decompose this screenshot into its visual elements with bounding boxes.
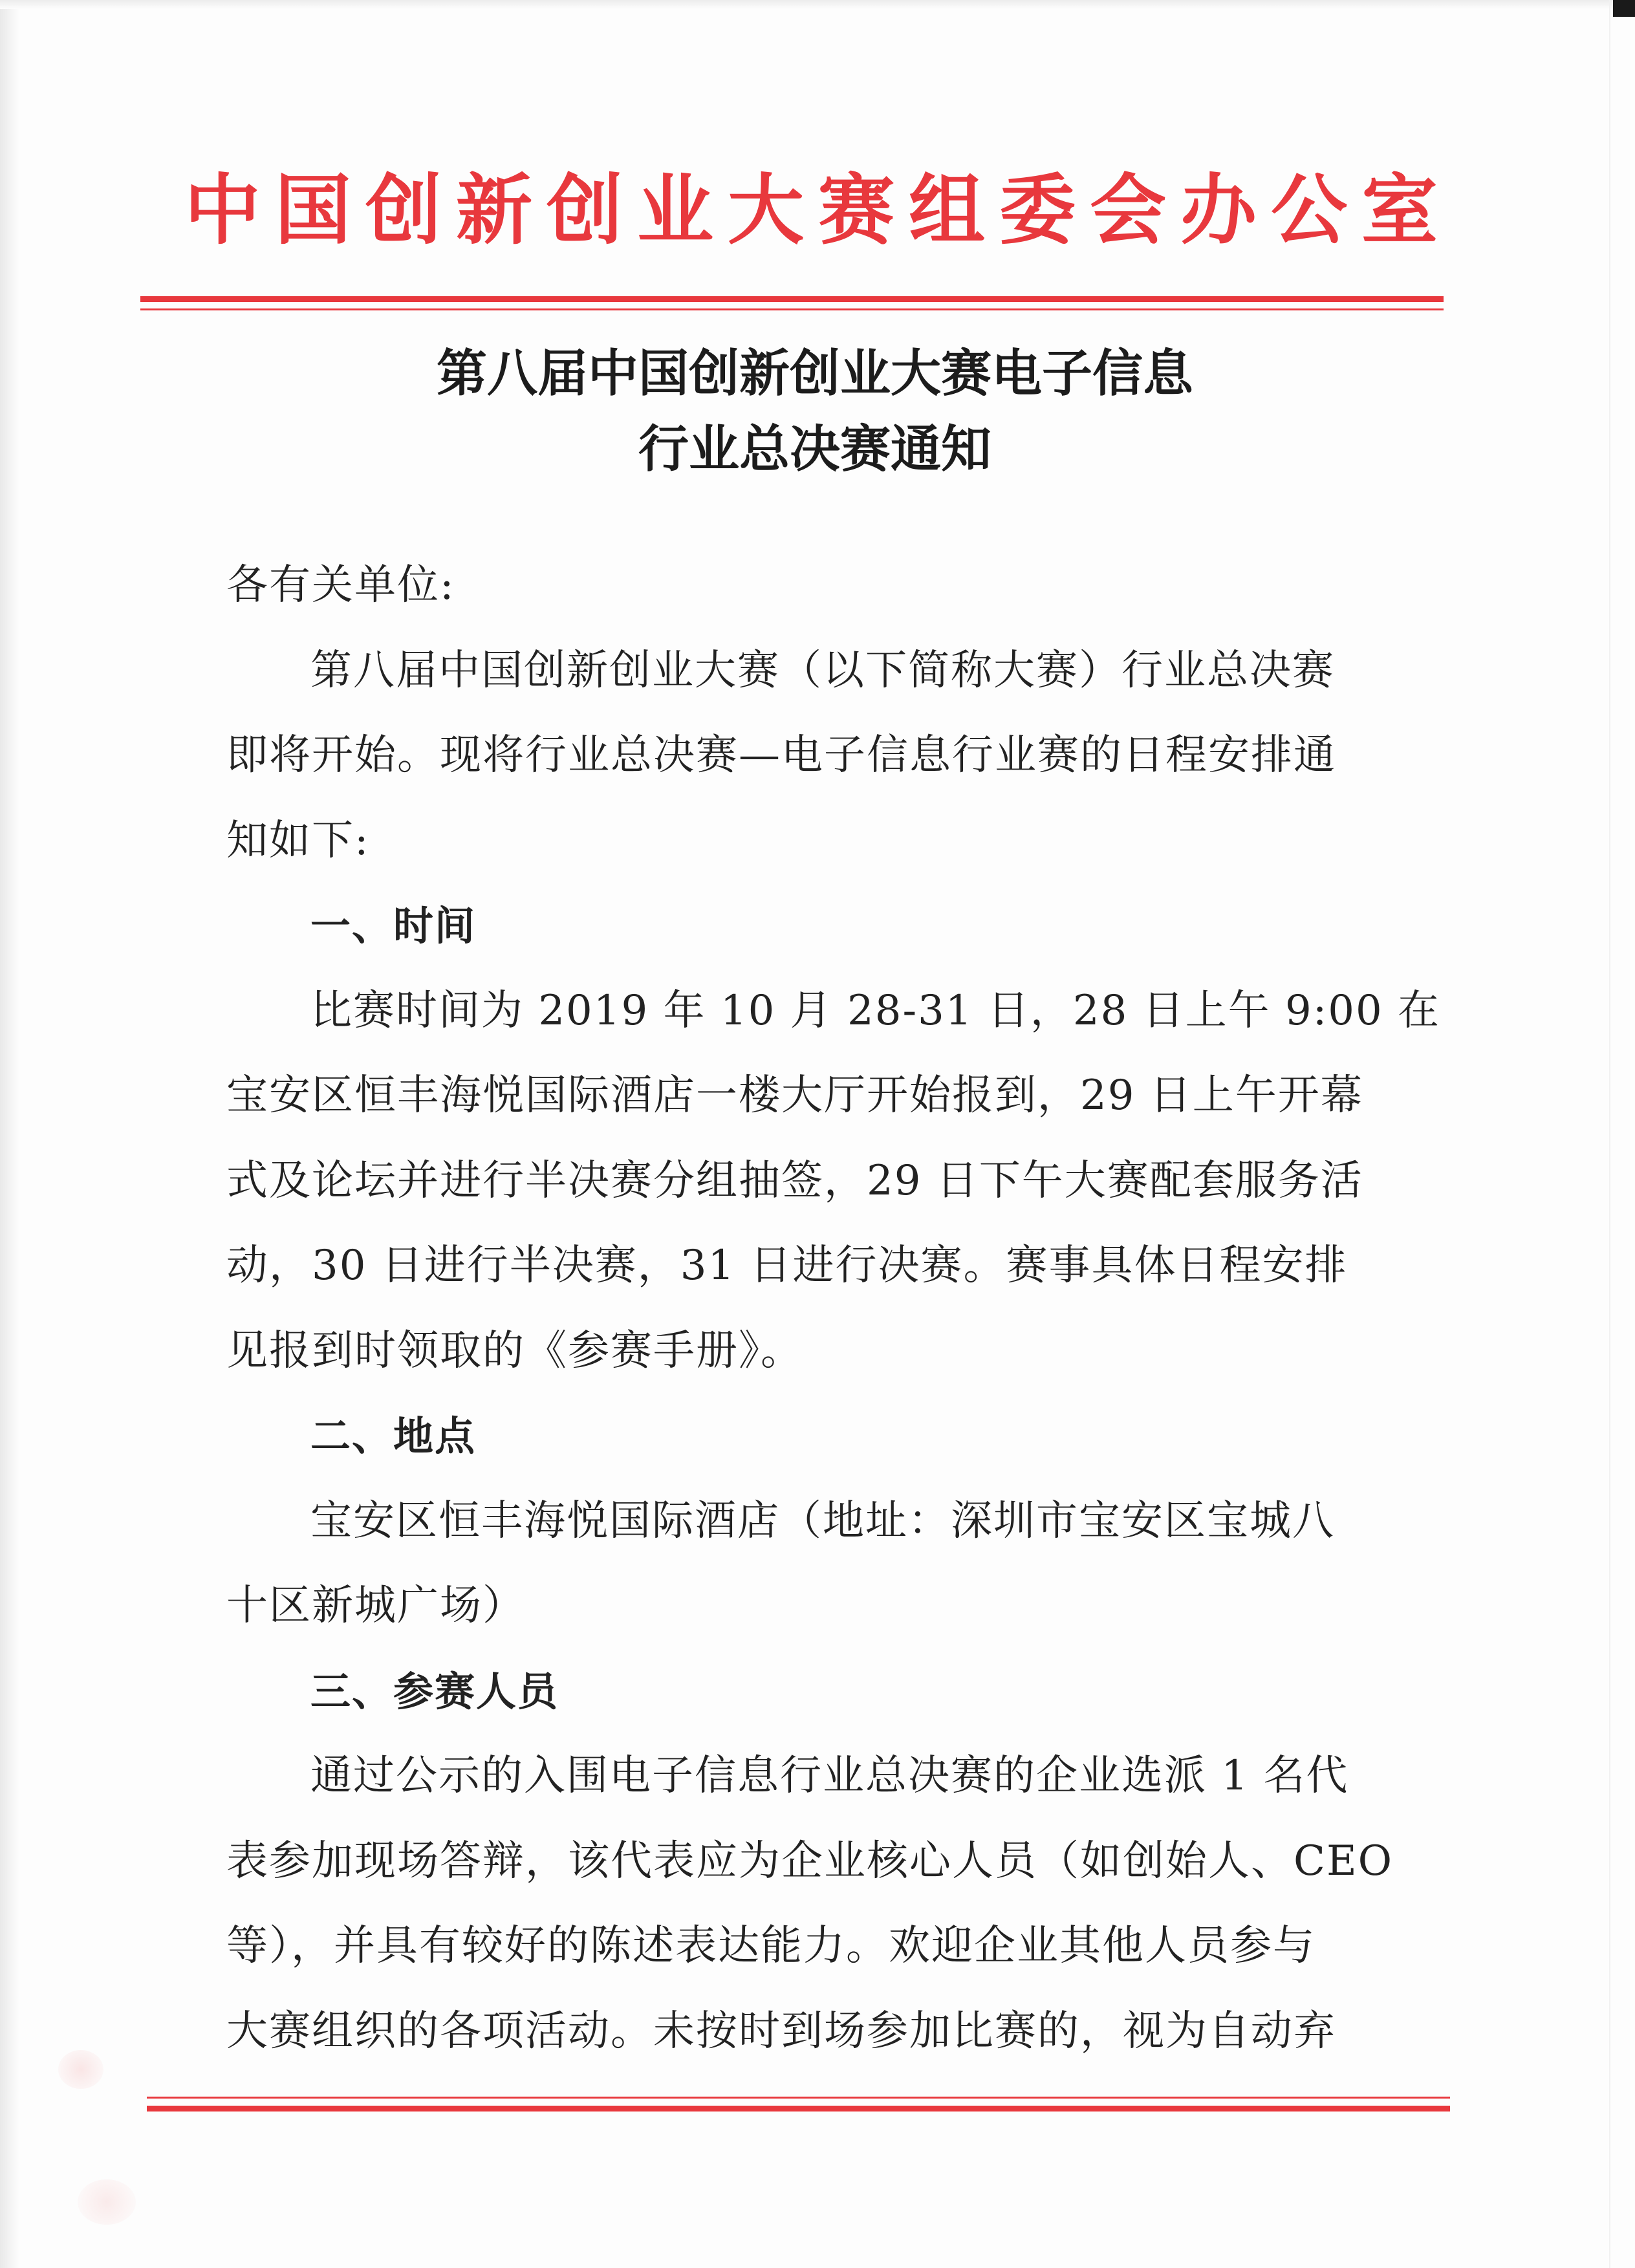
section-participants-line: 通过公示的入围电子信息行业总决赛的企业选派 1 名代 bbox=[310, 1752, 1349, 1800]
scan-corner-mark bbox=[1613, 0, 1635, 17]
document-title-line-2: 行业总决赛通知 bbox=[638, 420, 991, 479]
section-heading-time: 一、时间 bbox=[310, 902, 477, 949]
letterhead-rule-thick bbox=[140, 296, 1444, 302]
footer-rule-thin bbox=[147, 2097, 1450, 2099]
scan-edge-right bbox=[1609, 0, 1610, 2268]
salutation: 各有关单位: bbox=[226, 561, 455, 609]
section-time-line: 式及论坛并进行半决赛分组抽签，29 日下午大赛配套服务活 bbox=[226, 1156, 1363, 1205]
letterhead-org-name: 中国创新创业大赛组委会办公室 bbox=[184, 165, 1452, 255]
section-time-line: 动，30 日进行半决赛，31 日进行决赛。赛事具体日程安排 bbox=[226, 1242, 1348, 1290]
scan-smudge bbox=[78, 2179, 136, 2225]
letterhead-rule-thin bbox=[140, 308, 1444, 310]
section-location-line: 宝安区恒丰海悦国际酒店（地址：深圳市宝安区宝城八 bbox=[310, 1496, 1335, 1545]
intro-line: 第八届中国创新创业大赛（以下简称大赛）行业总决赛 bbox=[310, 646, 1335, 695]
intro-line: 知如下: bbox=[226, 816, 370, 865]
scan-edge-left bbox=[0, 0, 19, 2268]
section-time-line: 见报到时领取的《参赛手册》。 bbox=[226, 1326, 803, 1375]
document-title-line-1: 第八届中国创新创业大赛电子信息 bbox=[436, 345, 1193, 403]
section-participants-line: 大赛组织的各项活动。未按时到场参加比赛的，视为自动弃 bbox=[226, 2007, 1336, 2055]
section-time-line: 比赛时间为 2019 年 10 月 28-31 日，28 日上午 9:00 在 bbox=[310, 986, 1441, 1035]
intro-line: 即将开始。现将行业总决赛—电子信息行业赛的日程安排通 bbox=[226, 731, 1336, 779]
section-participants-line: 表参加现场答辩，该代表应为企业核心人员（如创始人、CEO bbox=[226, 1837, 1394, 1885]
section-heading-location: 二、地点 bbox=[310, 1412, 477, 1460]
section-location-line: 十区新城广场） bbox=[226, 1582, 525, 1630]
section-time-line: 宝安区恒丰海悦国际酒店一楼大厅开始报到，29 日上午开幕 bbox=[226, 1072, 1363, 1119]
scan-edge-top bbox=[0, 0, 1635, 9]
document-body bbox=[226, 543, 1441, 2074]
scan-smudge bbox=[58, 2050, 103, 2089]
footer-rule-thick bbox=[147, 2106, 1450, 2111]
document-title bbox=[142, 336, 1488, 488]
section-heading-participants: 三、参赛人员 bbox=[310, 1667, 559, 1715]
section-participants-line: 等），并具有较好的陈述表达能力。欢迎企业其他人员参与 bbox=[226, 1922, 1316, 1970]
